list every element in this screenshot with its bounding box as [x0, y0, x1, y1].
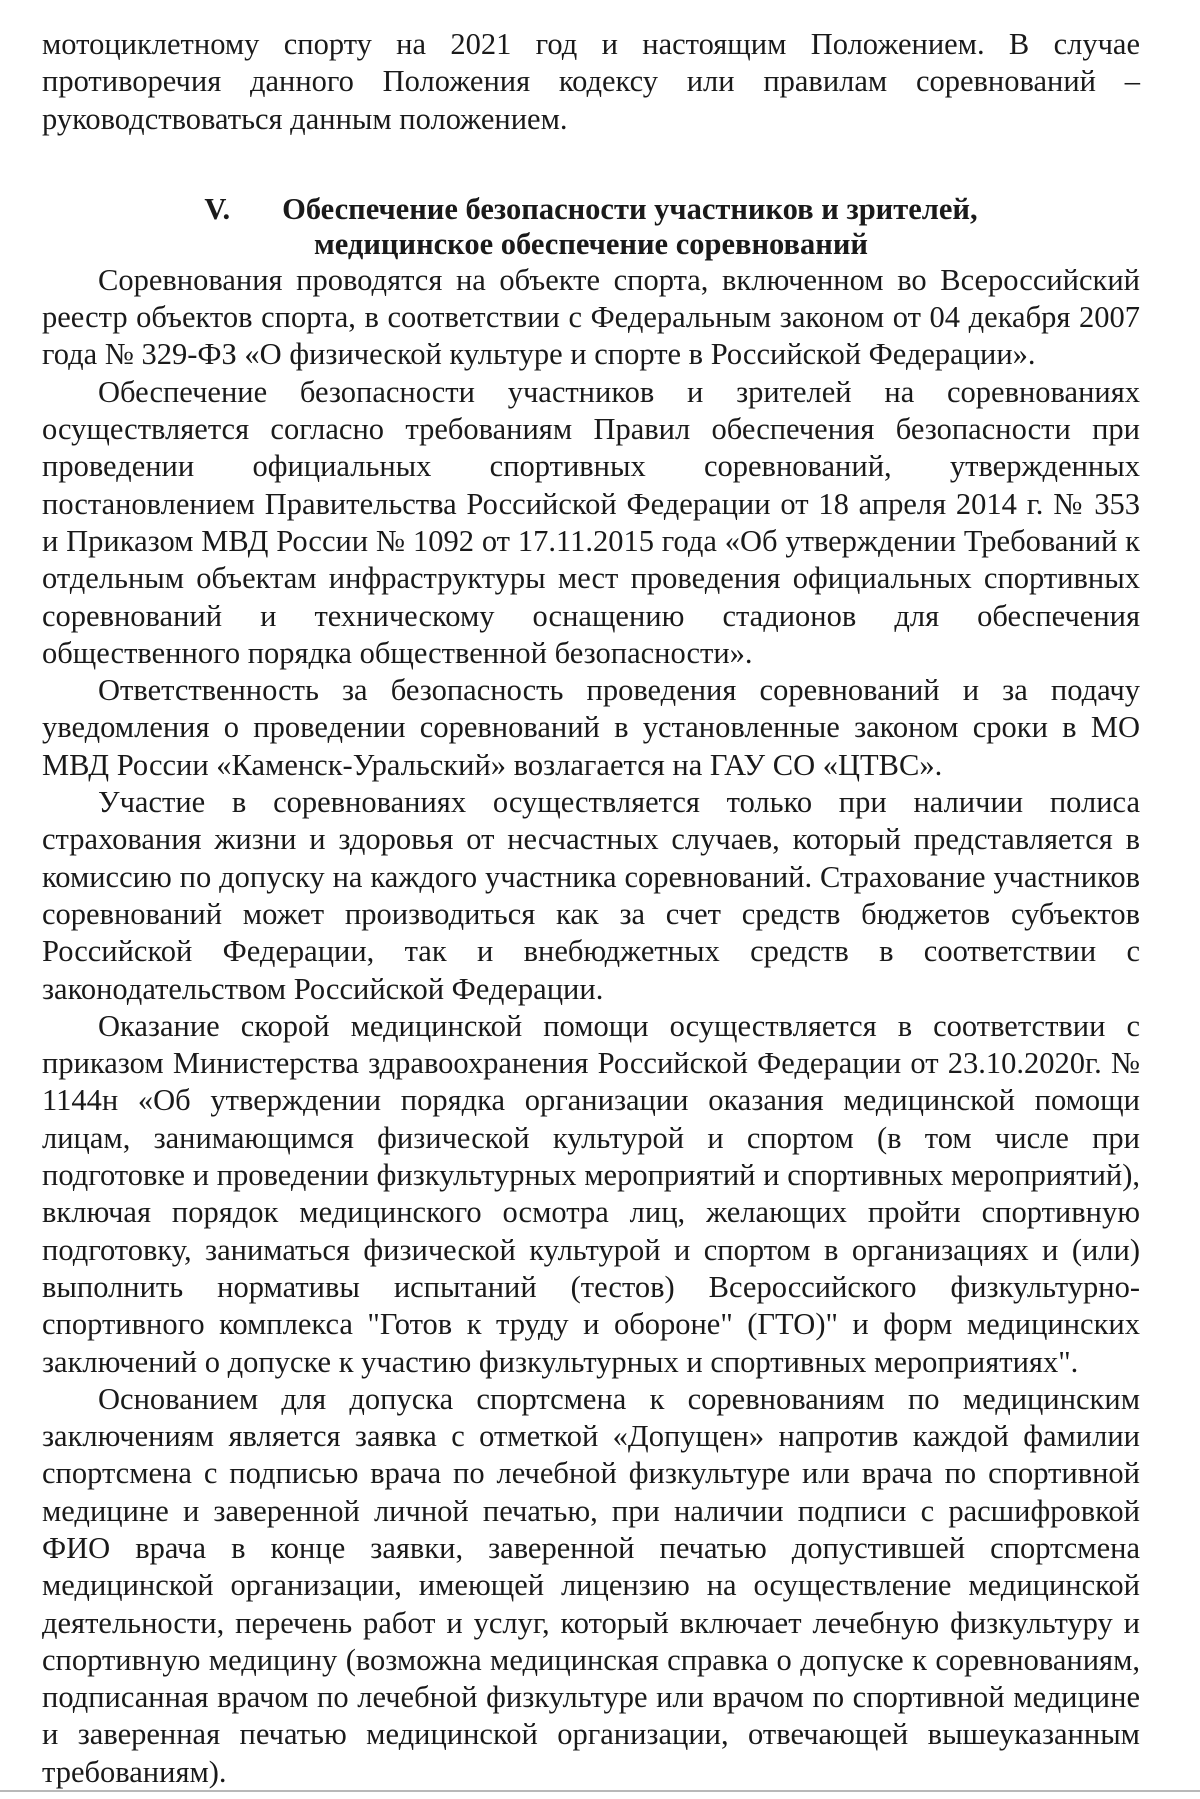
section-title-line-1: Обеспечение безопасности участников и зрителей,	[282, 191, 978, 226]
section-heading-line-1	[42, 192, 1140, 227]
page-bottom-edge	[0, 1790, 1200, 1792]
paragraph-venue: Соревнования проводятся на объекте спорта, включенном во Всероссийский реестр объектов спорта, в соответствии с Федеральным законом от 04 декабря 2007 года № 329-ФЗ «О физической культуре и спорте в Российской Федерации».	[42, 262, 1140, 372]
section-title-line-2: медицинское обеспечение соревнований	[314, 226, 868, 261]
paragraph-medical-aid: Оказание скорой медицинской помощи осуществляется в соответствии с приказом Министерства здравоохранения Российской Федерации от 23.10.2020г. № 1144н «Об утверждении порядка организации оказания медицинской помощи лицам, занимающимся физической культурой и спортом (в том числе при подготовке и проведении физкультурных мероприятий и спортивных мероприятий), включая порядок медицинского осмотра лиц, желающих пройти спортивную подготовку, заниматься физической культурой и спортом в организациях и (или) выполнить нормативы испытаний (тестов) Всероссийского физкультурно-спортивного комплекса "Готов к труду и обороне" (ГТО)" и форм медицинских заключений о допуске к участию физкультурных и спортивных мероприятиях".	[42, 1008, 1140, 1379]
intro-paragraph: мотоциклетному спорту на 2021 год и настоящим Положением. В случае противоречия данного Положения кодексу или правилам соревнований – руководствоваться данным положением.	[42, 27, 1140, 136]
paragraph-admission: Основанием для допуска спортсмена к соревнованиям по медицинским заключениям является заявка с отметкой «Допущен» напротив каждой фамилии спортсмена с подписью врача по лечебной физкультуре или врача по спортивной медицине и заверенной личной печатью, при наличии подписи с расшифровкой ФИО врача в конце заявки, заверенной печатью допустившей спортсмена медицинской организации, имеющей лицензию на осуществление медицинской деятельности, перечень работ и услуг, который включает лечебную физкультуру и спортивную медицину (возможна медицинская справка о допуске к соревнованиям, подписанная врачом по лечебной физкультуре или врачом по спортивной медицине и заверенная печатью медицинской организации, отвечающей вышеуказанным требованиям).	[42, 1381, 1140, 1789]
paragraph-safety-rules: Обеспечение безопасности участников и зрителей на соревнованиях осуществляется согласно требованиям Правил обеспечения безопасности при проведении официальных спортивных соревнований, утвержденных постановлением Правительства Российской Федерации от 18 апреля 2014 г. № 353 и Приказом МВД России № 1092 от 17.11.2015 года «Об утверждении Требований к отдельным объектам инфраструктуры мест проведения официальных спортивных соревнований и техническому оснащению стадионов для обеспечения общественного порядка общественной безопасности».	[42, 374, 1140, 670]
section-heading	[42, 192, 1140, 262]
paragraph-responsibility: Ответственность за безопасность проведения соревнований и за подачу уведомления о проведении соревнований в установленные законом сроки в МО МВД России «Каменск-Уральский» возлагается на ГАУ СО «ЦТВС».	[42, 673, 1140, 782]
paragraph-insurance: Участие в соревнованиях осуществляется только при наличии полиса страхования жизни и здоровья от несчастных случаев, который представляется в комиссию по допуску на каждого участника соревнований. Страхование участников соревнований может производиться как за счет средств бюджетов субъектов Российской Федерации, так и внебюджетных средств в соответствии с законодательством Российской Федерации.	[42, 785, 1140, 1006]
section-number: V.	[204, 191, 231, 226]
document-body	[42, 26, 1140, 1791]
